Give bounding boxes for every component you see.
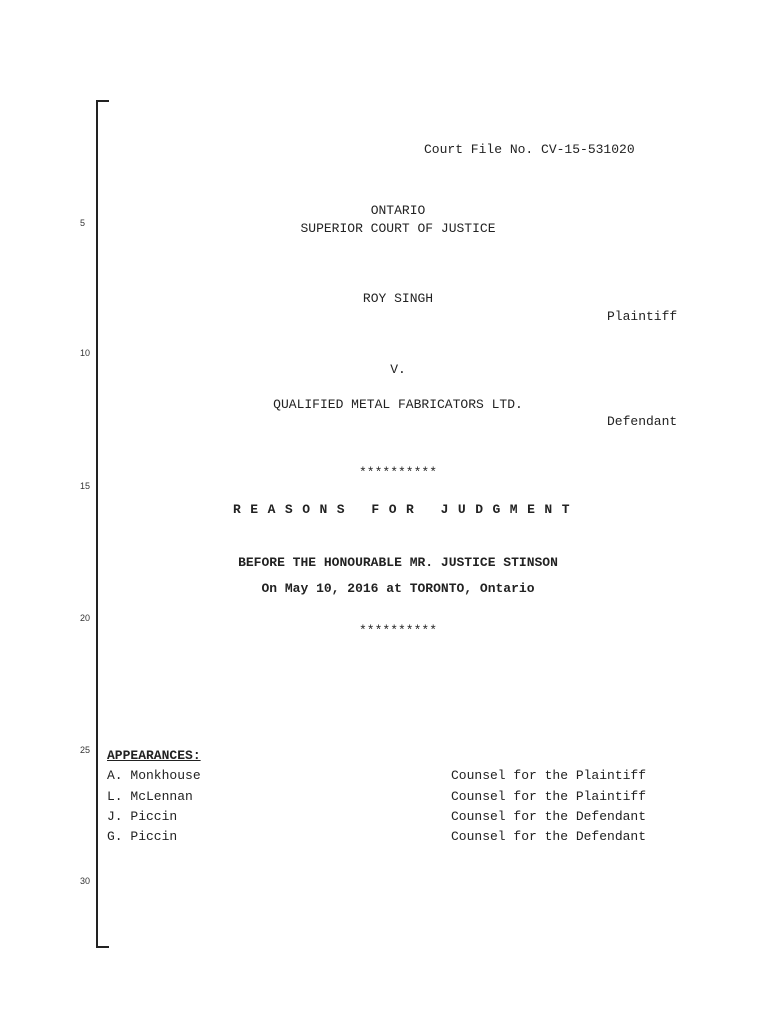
counsel-name: A. Monkhouse xyxy=(107,768,201,783)
before-line: BEFORE THE HONOURABLE MR. JUSTICE STINSON xyxy=(238,555,558,570)
margin-bracket-top xyxy=(96,100,109,102)
separator-top: ********** xyxy=(358,465,437,480)
court-file-number: Court File No. CV-15-531020 xyxy=(424,142,635,157)
line-number: 5 xyxy=(80,218,86,228)
line-number: 25 xyxy=(80,745,91,755)
document-heading: REASONS FOR JUDGMENT xyxy=(232,502,580,517)
appearance-row xyxy=(107,789,687,805)
separator-bottom: ********** xyxy=(358,623,437,638)
appearances-title: APPEARANCES: xyxy=(107,748,201,763)
line-number: 20 xyxy=(80,613,91,623)
counsel-role: Counsel for the Plaintiff xyxy=(451,789,647,804)
court-name: SUPERIOR COURT OF JUSTICE xyxy=(300,221,496,236)
defendant-role: Defendant xyxy=(607,414,678,429)
defendant-name: QUALIFIED METAL FABRICATORS LTD. xyxy=(273,397,523,412)
margin-bracket xyxy=(96,100,98,948)
appearance-row xyxy=(107,768,687,784)
versus: V. xyxy=(390,362,406,377)
appearance-row xyxy=(107,829,687,845)
plaintiff-name: ROY SINGH xyxy=(362,291,434,306)
line-number: 30 xyxy=(80,876,91,886)
plaintiff-role: Plaintiff xyxy=(607,309,678,324)
counsel-role: Counsel for the Defendant xyxy=(451,809,647,824)
counsel-name: J. Piccin xyxy=(107,809,178,824)
margin-bracket-bottom xyxy=(96,946,109,948)
counsel-name: G. Piccin xyxy=(107,829,178,844)
line-number: 15 xyxy=(80,481,91,491)
date-line: On May 10, 2016 at TORONTO, Ontario xyxy=(261,581,535,596)
counsel-name: L. McLennan xyxy=(107,789,193,804)
appearance-row xyxy=(107,809,687,825)
court-jurisdiction: ONTARIO xyxy=(370,203,426,218)
line-number: 10 xyxy=(80,348,91,358)
counsel-role: Counsel for the Defendant xyxy=(451,829,647,844)
counsel-role: Counsel for the Plaintiff xyxy=(451,768,647,783)
